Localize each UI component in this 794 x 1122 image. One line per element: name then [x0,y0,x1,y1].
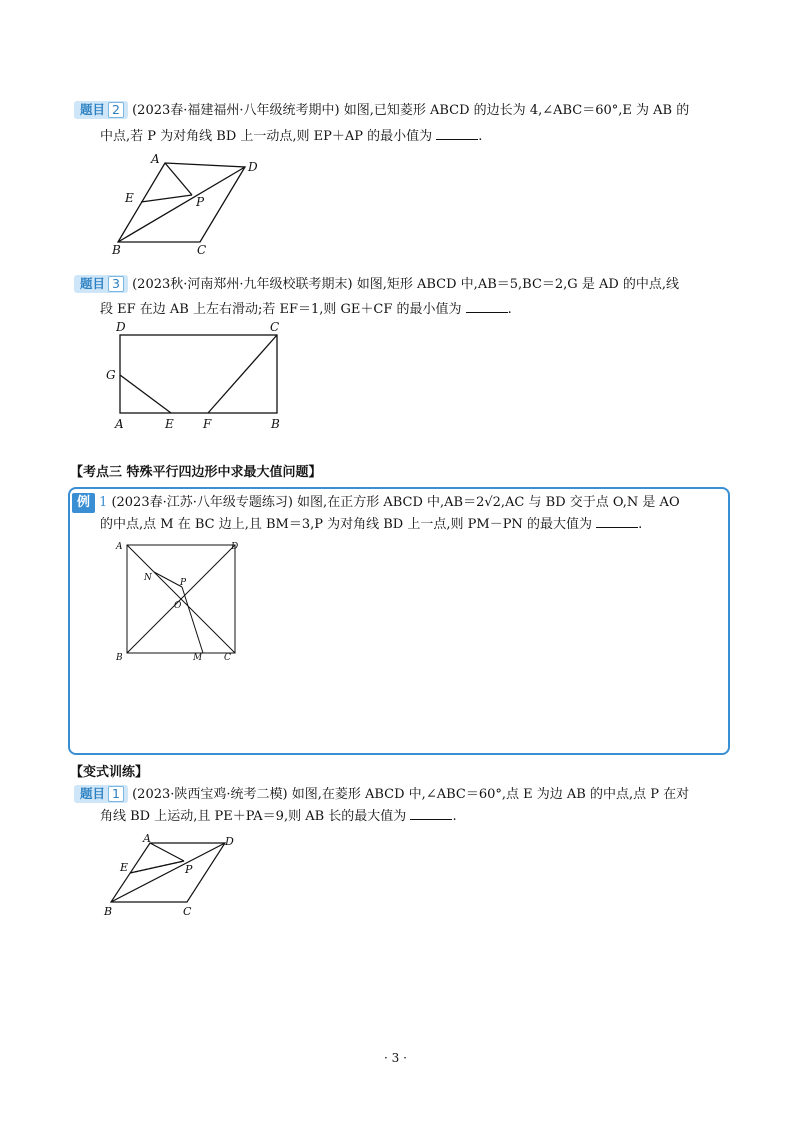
label-g: G [106,368,116,382]
v1-rhombus-figure [100,828,240,920]
q3-line1: 题目 3 (2023秋·河南郑州·九年级校联考期末) 如图,矩形 ABCD 中,AB＝5,BC＝2,G 是 AD 的中点,线 [74,275,679,295]
label-c: C [183,905,192,918]
example-tag: 例 [72,493,95,513]
label-a: A [116,542,123,552]
q3-tag: 题目 3 [74,275,128,293]
label-p: P [185,863,193,876]
label-o: O [174,601,182,611]
variant-heading: 【变式训练】 [70,765,149,780]
label-d: D [248,160,258,174]
answer-blank[interactable] [466,300,508,313]
label-p: P [196,195,205,209]
example1-square-figure [110,535,250,663]
q2-line1: 题目 2 (2023春·福建福州·八年级统考期中) 如图,已知菱形 ABCD 的边长为 4,∠ABC＝60°,E 为 AB 的 [74,101,689,121]
label-d: D [225,835,234,848]
label-p: P [180,578,187,588]
example1-line1: 例 1 (2023春·江苏·八年级专题练习) 如图,在正方形 ABCD 中,AB＝2√2,AC 与 BD 交于点 O,N 是 AO [72,493,680,513]
q2-rhombus-figure [105,150,270,258]
rectangle-abcd [120,335,277,413]
label-b: B [104,905,113,918]
example1-line2: 的中点,点 M 在 BC 边上,且 BM＝3,P 为对角线 BD 上一点,则 PM－PN 的最大值为 . [100,517,643,532]
label-e: E [120,861,129,874]
q3-line2: 段 EF 在边 AB 上左右滑动;若 EF＝1,则 GE＋CF 的最小值为 . [100,302,512,317]
answer-blank[interactable] [436,127,478,140]
label-a: A [115,417,124,431]
label-m: M [193,653,203,663]
label-c: C [197,243,207,257]
q3-rectangle-figure [100,318,295,436]
q2-line2: 中点,若 P 为对角线 BD 上一动点,则 EP＋AP 的最小值为 . [100,129,483,144]
label-c: C [270,320,280,334]
label-e: E [125,191,134,205]
label-b: B [112,243,121,257]
section-heading: 【考点三 特殊平行四边形中求最大值问题】 [70,465,322,480]
q2-tag: 题目 2 [74,101,128,119]
answer-blank[interactable] [410,807,452,820]
v1-tag: 题目 1 [74,785,128,803]
label-f: F [203,417,212,431]
label-e: E [165,417,174,431]
label-c: C [224,653,231,663]
answer-blank[interactable] [596,515,638,528]
label-a: A [151,152,160,166]
label-b: B [116,653,123,663]
v1-line2: 角线 BD 上运动,且 PE＋PA＝9,则 AB 长的最大值为 . [100,809,457,824]
v1-line1: 题目 1 (2023·陕西宝鸡·统考二模) 如图,在菱形 ABCD 中,∠ABC＝60°,点 E 为边 AB 的中点,点 P 在对 [74,785,689,805]
page-number: · 3 · [384,1051,407,1065]
label-d: D [116,320,126,334]
label-n: N [144,573,152,583]
label-a: A [143,832,151,845]
label-d: D [231,542,239,552]
example-number: 1 [99,495,108,510]
label-b: B [271,417,280,431]
